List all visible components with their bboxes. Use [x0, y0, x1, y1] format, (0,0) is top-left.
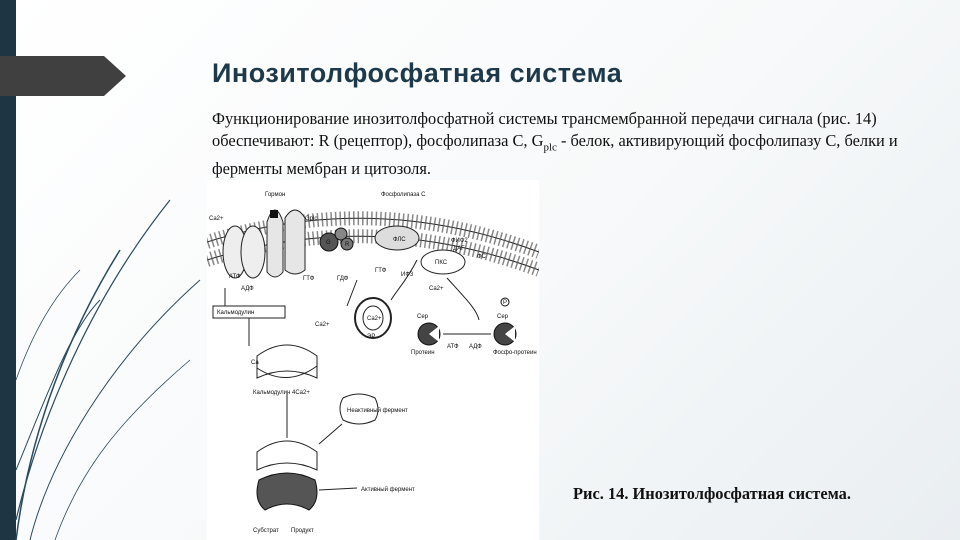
title-arrow-marker: [0, 56, 126, 96]
label-atp-1: АТФ: [229, 274, 241, 280]
label-adp-2: АДФ: [469, 344, 482, 350]
slide-body-text: Функционирование инозитолфосфатной системы трансмембранной передачи сигнала (рис. 14) обеспечивают: R (рецептор), фосфолипаза C, $G_{plc}$ - белок, активирующий фосфолипазу С, белки и ферменты мембран и цитозоля.: [212, 109, 898, 179]
label-ip3: ИФ3: [401, 272, 414, 278]
label-atp-2: АТФ: [447, 344, 459, 350]
label-fs: ФС: [477, 254, 486, 260]
signal-diagram-figure: [207, 180, 539, 540]
label-g: G: [326, 240, 331, 246]
label-ca-er: Ca2+: [367, 316, 382, 322]
label-ca-left: Ca2+: [315, 322, 330, 328]
label-hormone: Гормон: [265, 192, 286, 198]
label-r: R: [345, 242, 350, 248]
slide-title: Инозитолфосфатная система: [212, 58, 623, 88]
label-protein: Протеин: [411, 350, 435, 356]
label-ser-1: Сер: [417, 314, 429, 320]
label-dag: ДАГ: [453, 246, 465, 252]
label-plc: Фосфолипаза С: [381, 192, 426, 198]
label-inactive-enzyme: Неактивный фермент: [347, 408, 408, 414]
label-ca-top: Ca2+: [209, 216, 224, 222]
label-pkc: ПКС: [435, 260, 448, 266]
label-ca: Ca: [251, 360, 259, 366]
label-product: Продукт: [291, 528, 314, 534]
label-substrate: Субстрат: [253, 528, 279, 534]
label-gdp-1: ГДФ: [337, 276, 349, 282]
inositol-phosphate-diagram: [207, 180, 539, 540]
label-gtp-1: ГТФ: [303, 276, 315, 282]
label-active-enzyme: Активный фермент: [361, 487, 415, 493]
label-gtp-2: ГТФ: [375, 268, 387, 274]
label-ser-2: Сер: [497, 314, 509, 320]
label-ca-mid: Ca2+: [429, 286, 444, 292]
label-adp-1: АДФ: [241, 286, 254, 292]
label-er: ЭР: [367, 334, 376, 340]
label-p: P: [503, 300, 508, 306]
label-fls: ФЛС: [393, 237, 406, 243]
label-calmodulin-4ca: Кальмодулин 4Ca2+: [253, 390, 310, 396]
label-calmodulin: Кальмодулин: [217, 310, 255, 316]
label-fif2: ФИФ2: [451, 238, 468, 244]
label-gplc: Gplc: [305, 216, 318, 222]
figure-caption: Рис. 14. Инозитолфосфатная система.: [573, 484, 851, 503]
label-phosphoprotein: Фосфо-протеин: [493, 350, 537, 356]
